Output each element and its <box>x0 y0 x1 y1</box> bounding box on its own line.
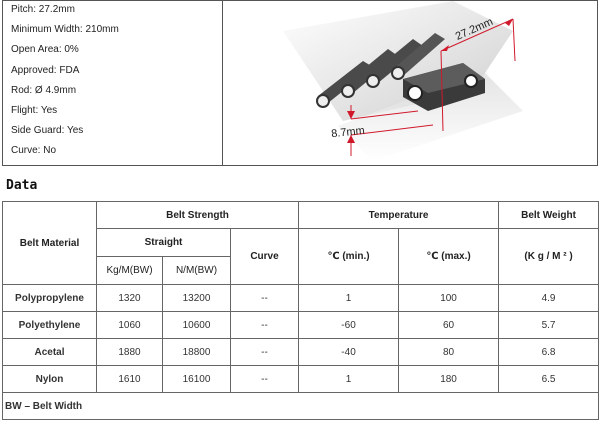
spec-value: FDA <box>59 64 80 76</box>
spec-label: Open Area: <box>11 44 62 56</box>
cell-curve: -- <box>231 285 299 312</box>
belt-diagram <box>223 1 597 165</box>
cell-tmax: 60 <box>399 312 499 339</box>
spec-value: 27.2mm <box>38 4 75 15</box>
spec-list <box>3 1 223 165</box>
table-footnote: BW – Belt Width <box>3 393 599 420</box>
spec-row <box>11 23 222 43</box>
cell-weight: 6.5 <box>499 366 599 393</box>
pitch-dimension-label: 27.2mm <box>453 15 495 43</box>
cell-material: Polyethylene <box>3 312 97 339</box>
cell-kgm: 1880 <box>97 339 163 366</box>
header-belt-material: Belt Material <box>3 202 97 285</box>
header-temp-max: ℃ (max.) <box>399 229 499 285</box>
spec-panel <box>2 0 598 166</box>
cell-weight: 4.9 <box>499 285 599 312</box>
cell-nm: 18800 <box>163 339 231 366</box>
cell-tmin: 1 <box>299 285 399 312</box>
cell-curve: -- <box>231 312 299 339</box>
header-curve: Curve <box>231 229 299 285</box>
cell-kgm: 1610 <box>97 366 163 393</box>
header-kgm: Kg/M(BW) <box>97 257 163 285</box>
cell-nm: 13200 <box>163 285 231 312</box>
header-nm: N/M(BW) <box>163 257 231 285</box>
cell-tmax: 100 <box>399 285 499 312</box>
cell-material: Acetal <box>3 339 97 366</box>
header-temperature: Temperature <box>299 202 499 229</box>
spec-value: Ø 4.9mm <box>34 84 77 96</box>
cell-nm: 16100 <box>163 366 231 393</box>
spec-value: Yes <box>40 104 58 116</box>
table-row <box>3 366 599 393</box>
belt-diagram-svg <box>223 1 597 165</box>
spec-value: Yes <box>66 125 84 137</box>
header-weight-unit: (K g / M ² ) <box>499 229 599 285</box>
belt-data-table <box>2 201 599 420</box>
spec-row <box>11 124 222 144</box>
table-row <box>3 339 599 366</box>
header-temp-min: ℃ (min.) <box>299 229 399 285</box>
height-dimension-label: 8.7mm <box>330 124 366 141</box>
cell-curve: -- <box>231 366 299 393</box>
spec-value: 0% <box>64 44 79 56</box>
table-footnote-row <box>3 393 599 420</box>
spec-value: No <box>43 145 57 157</box>
cell-tmax: 180 <box>399 366 499 393</box>
header-belt-strength: Belt Strength <box>97 202 299 229</box>
spec-label: Rod: <box>11 84 33 96</box>
cell-tmin: -40 <box>299 339 399 366</box>
spec-label: Side Guard: <box>11 125 65 137</box>
spec-label: Curve: <box>11 145 41 157</box>
cell-material: Nylon <box>3 366 97 393</box>
cell-weight: 5.7 <box>499 312 599 339</box>
spec-row <box>11 84 222 104</box>
table-row <box>3 312 599 339</box>
cell-tmin: -60 <box>299 312 399 339</box>
spec-label: Minimum Width: <box>11 24 83 36</box>
spec-row <box>11 3 222 23</box>
cell-tmin: 1 <box>299 366 399 393</box>
spec-row <box>11 104 222 124</box>
cell-curve: -- <box>231 339 299 366</box>
cell-weight: 6.8 <box>499 339 599 366</box>
cell-nm: 10600 <box>163 312 231 339</box>
spec-label: Pitch: <box>11 4 37 15</box>
table-row <box>3 285 599 312</box>
spec-row <box>11 144 222 164</box>
spec-row <box>11 43 222 63</box>
cell-material: Polypropylene <box>3 285 97 312</box>
header-straight: Straight <box>97 229 231 257</box>
cell-kgm: 1060 <box>97 312 163 339</box>
cell-tmax: 80 <box>399 339 499 366</box>
section-title: Data <box>6 178 38 193</box>
spec-label: Approved: <box>11 64 57 76</box>
spec-row <box>11 64 222 84</box>
spec-value: 210mm <box>85 24 119 36</box>
spec-label: Flight: <box>11 104 39 116</box>
header-belt-weight: Belt Weight <box>499 202 599 229</box>
cell-kgm: 1320 <box>97 285 163 312</box>
